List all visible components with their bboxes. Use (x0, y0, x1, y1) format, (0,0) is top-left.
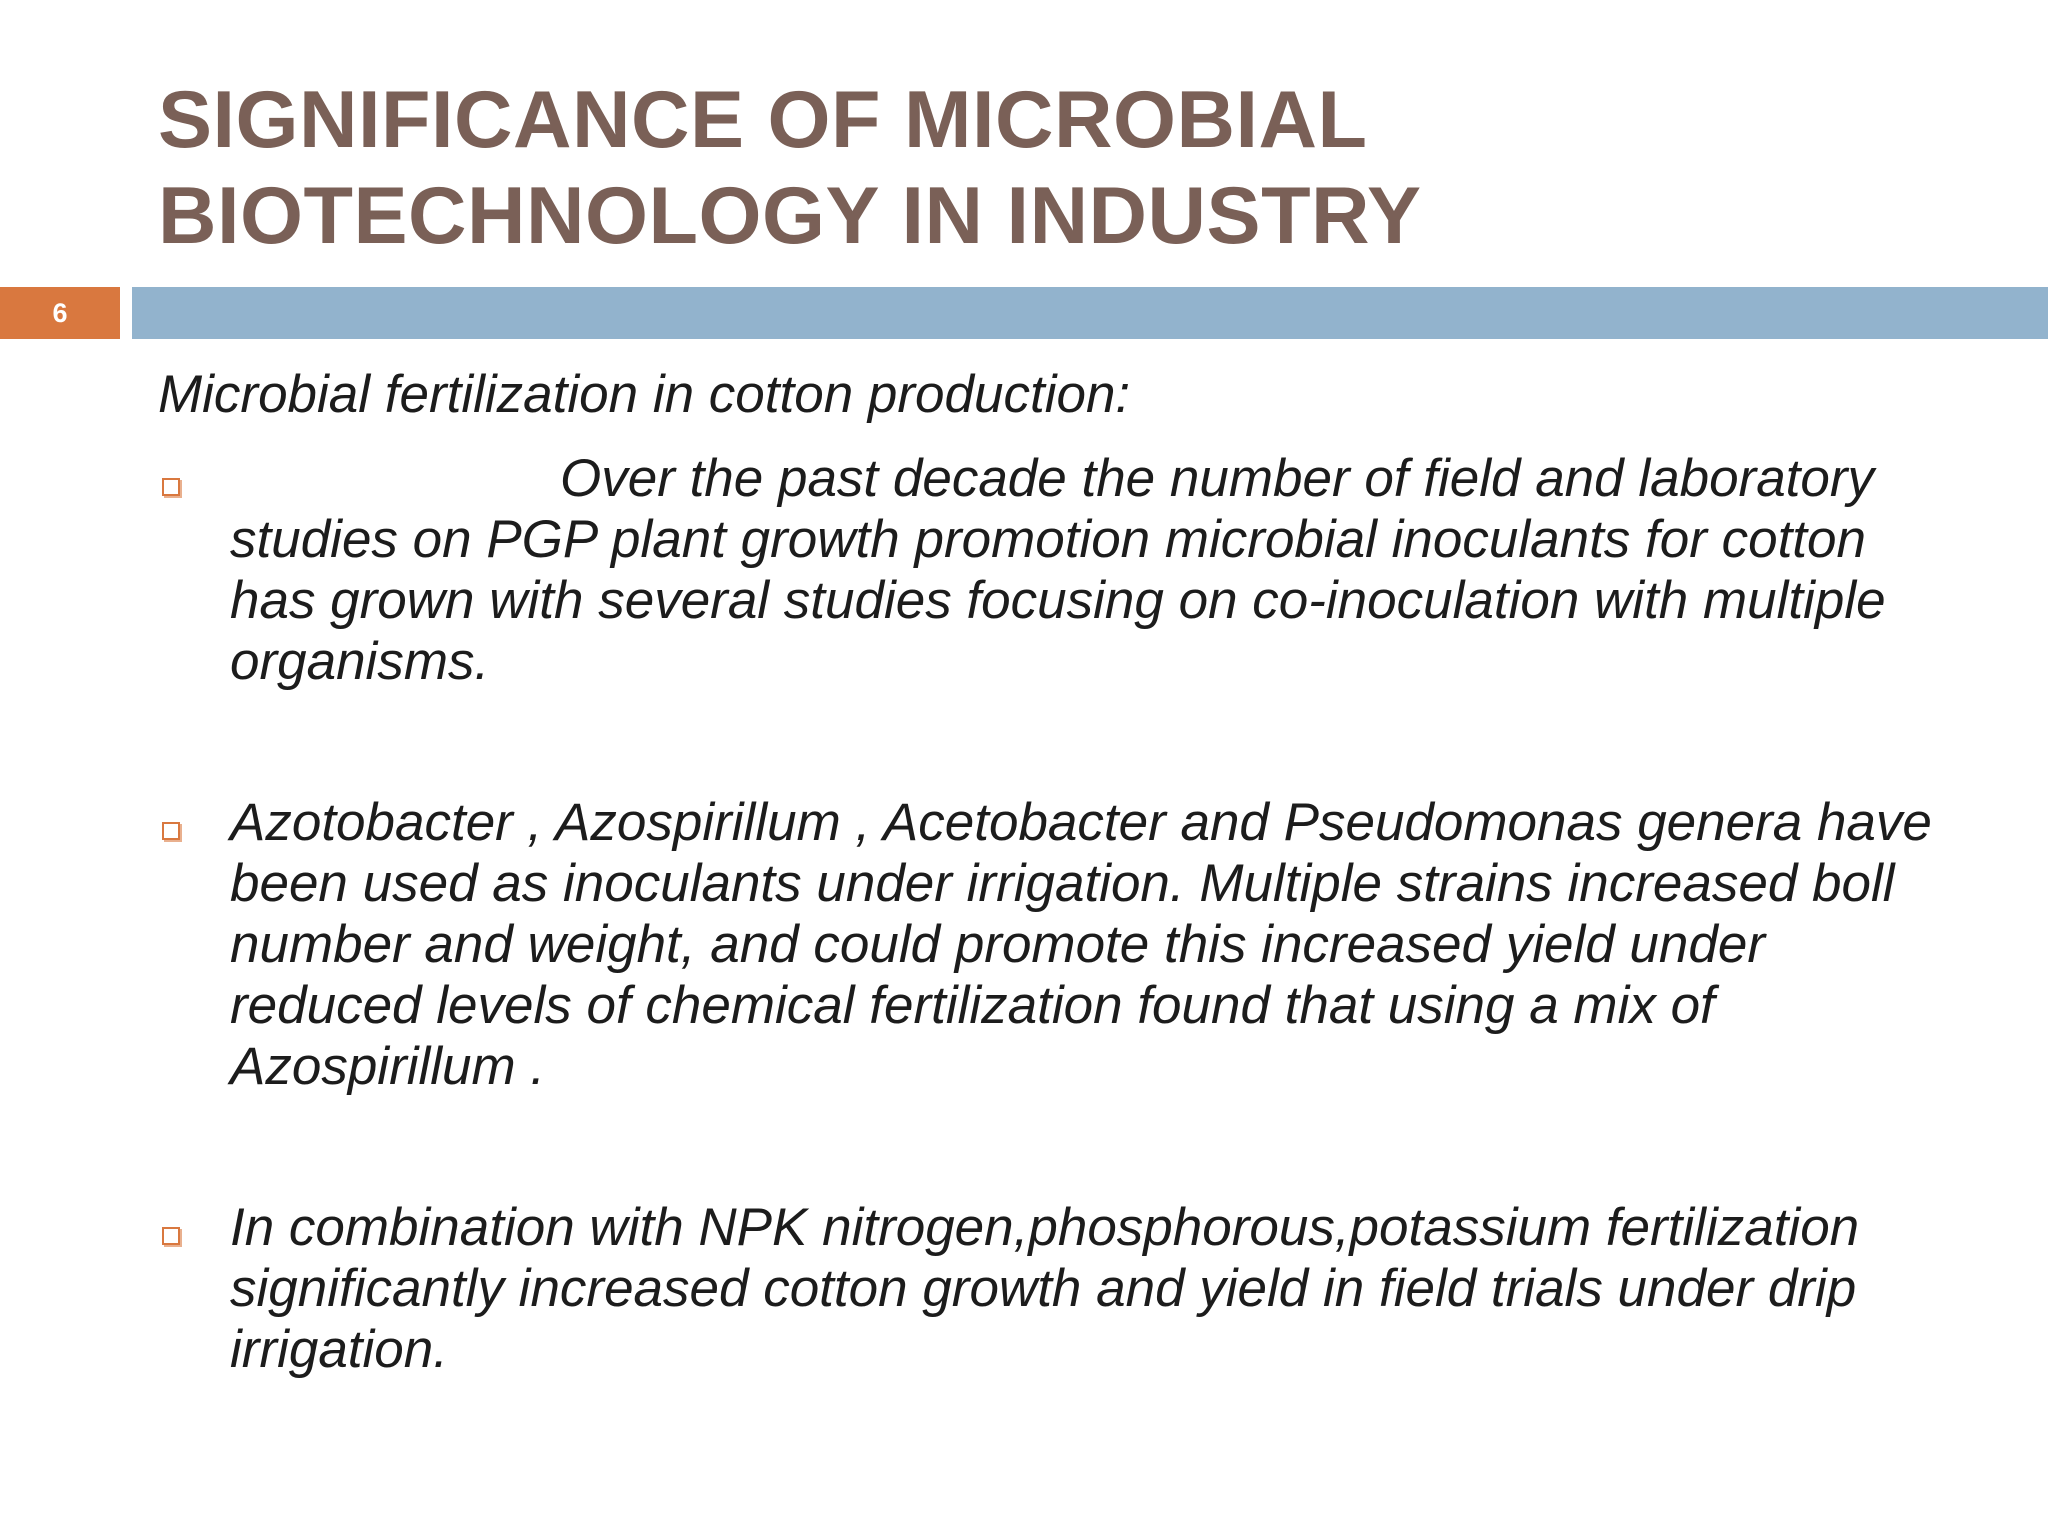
slide-title-line-1: SIGNIFICANCE OF MICROBIAL (158, 75, 1368, 165)
square-bullet-icon (162, 478, 180, 496)
bullet-text: Azotobacter , Azospirillum , Acetobacter and Pseudomonas genera have been used as inoculants under irrigation. Multiple strains increased boll number and weight, and could promote this increased yield under reduced levels of chemical fertilization found that using a mix of Azospirillum . (230, 793, 1932, 1096)
bullet-list (158, 448, 1958, 1380)
bullet-item (158, 792, 1958, 1097)
slide-title-line-2: BIOTECHNOLOGY IN INDUSTRY (158, 171, 1422, 261)
bullet-item (158, 448, 1958, 692)
square-bullet-icon (162, 822, 180, 840)
slide-title (158, 72, 1958, 264)
bullet-text: Over the past decade the number of field and laboratory studies on PGP plant growth promotion microbial inoculants for cotton has grown with several studies focusing on co-inoculation with multiple organisms. (230, 449, 1886, 691)
square-bullet-icon (162, 1227, 180, 1245)
subheading: Microbial fertilization in cotton production: (158, 365, 1131, 424)
bullet-text: In combination with NPK nitrogen,phosphorous,potassium fertilization significantly increased cotton growth and yield in field trials under drip irrigation. (230, 1198, 1860, 1379)
bullet-item (158, 1197, 1958, 1380)
slide-number: 6 (0, 287, 120, 339)
accent-bar (132, 287, 2048, 339)
